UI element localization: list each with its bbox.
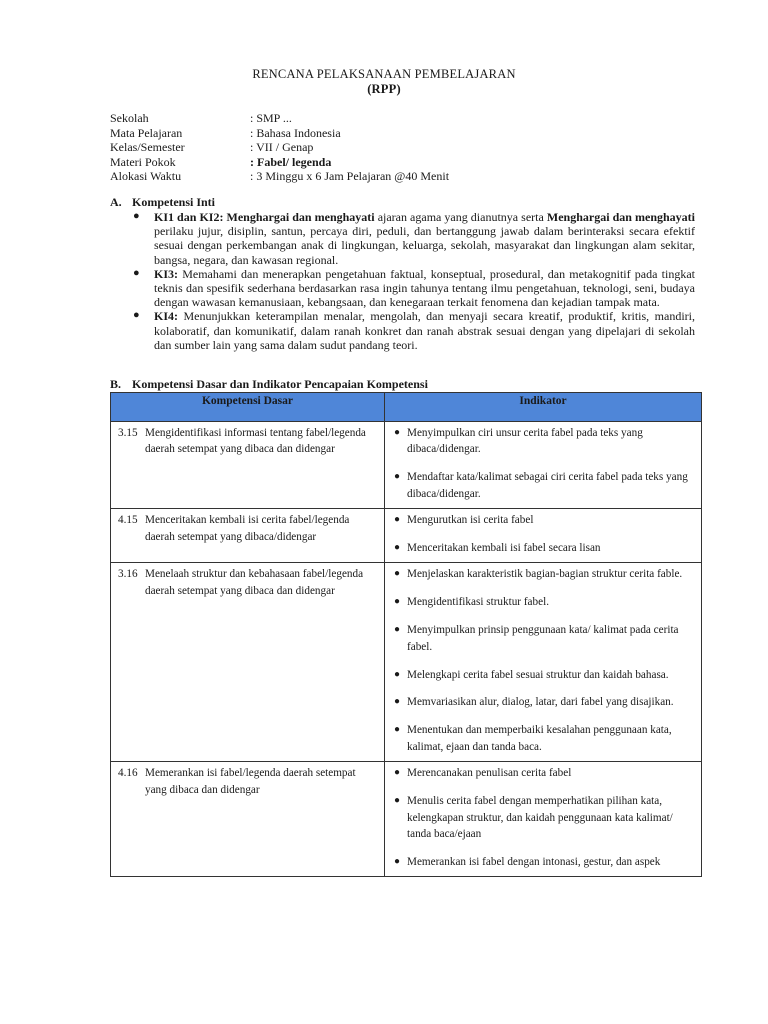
indicator-item [394,667,697,683]
section-a-letter: A. [110,195,122,209]
indicator-text: Menyimpulkan prinsip penggunaan kata/ kalimat pada cerita fabel. [407,624,679,653]
indicator-text: Mendaftar kata/kalimat sebagai ciri cerita fabel pada teks yang dibaca/didengar. [407,471,688,500]
document-subtitle: (RPP) [367,82,401,96]
indicator-item [394,722,697,755]
ki-item [133,210,695,267]
section-b-letter: B. [110,377,122,391]
identity-value: : SMP ... [250,111,292,125]
indicator-text: Merencanakan penulisan cerita fabel [407,767,572,780]
indicator-cell [385,509,702,563]
indicator-text: Melengkapi cerita fabel sesuai struktur dan kaidah bahasa. [407,668,669,681]
indicator-item [394,622,697,655]
kompetensi-inti-list [133,210,695,352]
ki-text: KI3: [154,266,178,281]
bullet-icon: ● [394,624,401,636]
kd-entry [118,566,378,599]
identity-value: : Fabel/ legenda [250,154,332,169]
ki-item [133,267,695,310]
ki-text: ajaran agama yang dianutnya serta [374,210,547,224]
ki-text: Menghargai dan menghayati [546,210,696,224]
indicator-item [394,540,697,556]
table-row [111,762,702,877]
identity-row [110,126,449,141]
indicator-item [394,694,697,710]
kd-entry [118,765,378,798]
ki-item [133,309,695,352]
identity-label: Kelas/Semester [110,140,185,155]
bullet-icon: ● [394,767,401,779]
kd-text: Menelaah struktur dan kebahasaan fabel/legenda daerah setempat yang dibaca dan didengar [145,568,364,597]
indicator-text: Menyimpulkan ciri unsur cerita fabel pada teks yang dibaca/didengar. [407,427,643,456]
indicator-item [394,594,697,610]
indicator-text: Menentukan dan memperbaiki kesalahan penggunaan kata, kalimat, ejaan dan tanda baca. [407,724,672,753]
indicator-item [394,793,697,842]
bullet-icon: ● [394,427,401,438]
section-b-title: Kompetensi Dasar dan Indikator Pencapaian Kompetensi [132,377,428,391]
indicator-item [394,854,697,870]
kd-cell [111,563,385,762]
identity-value: : VII / Genap [250,140,314,155]
indicator-cell [385,563,702,762]
kd-number: 4.16 [118,767,138,780]
bullet-icon: ● [133,210,140,222]
indicator-text: Menulis cerita fabel dengan memperhatikan pilihan kata, kelengkapan struktur, dan kaidah penggunaan kata kalimat/ tanda baca/ejaan [407,795,673,840]
section-b-heading [110,377,428,392]
table-row [111,422,702,509]
identity-row [110,169,449,184]
indicator-cell [385,422,702,509]
table-row [111,563,702,762]
kd-text: Menceritakan kembali isi cerita fabel/legenda daerah setempat yang dibaca/didengar [145,514,350,543]
bullet-icon: ● [394,668,401,680]
indicator-text: Mengidentifikasi struktur fabel. [407,596,549,609]
ki-text: perilaku jujur, disiplin, santun, percaya diri, peduli, dan bertanggung jawab dalam berinteraksi secara efektif sesuai dengan perkembangan anak di lingkungan, keluarga, sekolah, masyarakat dan lingkungan alam sekitar, bangsa, negara, dan kawasan regional. [154,224,695,267]
bullet-icon: ● [394,724,401,736]
bullet-icon: ● [394,471,401,483]
column-header-indicator: Indikator [385,393,702,422]
identity-label: Alokasi Waktu [110,169,182,184]
ki-text: Menghargai dan menghayati [226,210,375,224]
kd-number: 4.15 [118,514,138,527]
ki-text: KI1 dan KI2: [154,210,227,224]
indicator-item [394,512,697,528]
kd-cell [111,762,385,877]
document-title: RENCANA PELAKSANAAN PEMBELAJARAN [252,67,516,81]
kd-cell [111,509,385,563]
indicator-text: Memvariasikan alur, dialog, latar, dari fabel yang disajikan. [407,696,674,709]
kd-entry [118,425,378,458]
indicator-text: Mengurutkan isi cerita fabel [407,514,534,527]
bullet-icon: ● [394,596,401,608]
identity-value: : 3 Minggu x 6 Jam Pelajaran @40 Menit [250,169,450,184]
ki-text: Menunjukkan keterampilan menalar, mengolah, dan menyaji secara kreatif, produktif, kritis, mandiri, kolaboratif, dan komunikatif, dalam ranah konkret dan ranah abstrak sesuai dengan yang dipelajari di sekolah dan sumber lain yang sama dalam sudut pandang teori. [154,309,695,352]
identity-row [110,111,449,126]
bullet-icon: ● [133,266,140,279]
competency-table [110,392,702,877]
bullet-icon: ● [394,568,401,580]
identity-row [110,140,449,155]
indicator-text: Menceritakan kembali isi fabel secara lisan [407,542,601,555]
kd-text: Mengidentifikasi informasi tentang fabel/legenda daerah setempat yang dibaca dan didengar [145,427,366,456]
bullet-icon: ● [394,855,401,867]
identity-label: Materi Pokok [110,154,176,169]
indicator-item [394,469,697,502]
identity-label: Sekolah [110,111,149,125]
section-a-title: Kompetensi Inti [132,195,216,209]
bullet-icon: ● [394,542,401,554]
indicator-item [394,566,697,582]
kd-number: 3.16 [118,568,138,581]
ki-text: Memahami dan menerapkan pengetahuan faktual, konseptual, prosedural, dan metakognitif pada tingkat teknis dan spesifik sederhana berdasarkan rasa ingin tahunya tentang ilmu pengetahuan, teknologi, seni, budaya dengan wawasan kemanusiaan, kebangsaan, dan kenegaraan terkait fenomena dan kejadian tampak mata. [154,266,695,310]
kd-cell [111,422,385,509]
table-row [111,509,702,563]
indicator-text: Memerankan isi fabel dengan intonasi, gestur, dan aspek [407,855,661,868]
identity-value: : Bahasa Indonesia [250,125,341,140]
bullet-icon: ● [133,309,140,322]
indicator-cell [385,762,702,877]
bullet-icon: ● [394,696,401,708]
identity-block [110,111,449,184]
indicator-text: Menjelaskan karakteristik bagian-bagian struktur cerita fable. [407,568,683,581]
table-header-row [111,393,702,422]
bullet-icon: ● [394,514,401,526]
bullet-icon: ● [394,795,401,807]
ki-text: KI4: [154,309,178,324]
kd-number: 3.15 [118,427,138,439]
kd-text: Memerankan isi fabel/legenda daerah setempat yang dibaca dan didengar [145,767,356,796]
indicator-item [394,765,697,781]
identity-row [110,155,449,170]
indicator-item [394,425,697,458]
column-header-kd: Kompetensi Dasar [111,393,385,422]
kd-entry [118,512,378,545]
identity-label: Mata Pelajaran [110,125,183,140]
section-a-heading [110,195,215,210]
